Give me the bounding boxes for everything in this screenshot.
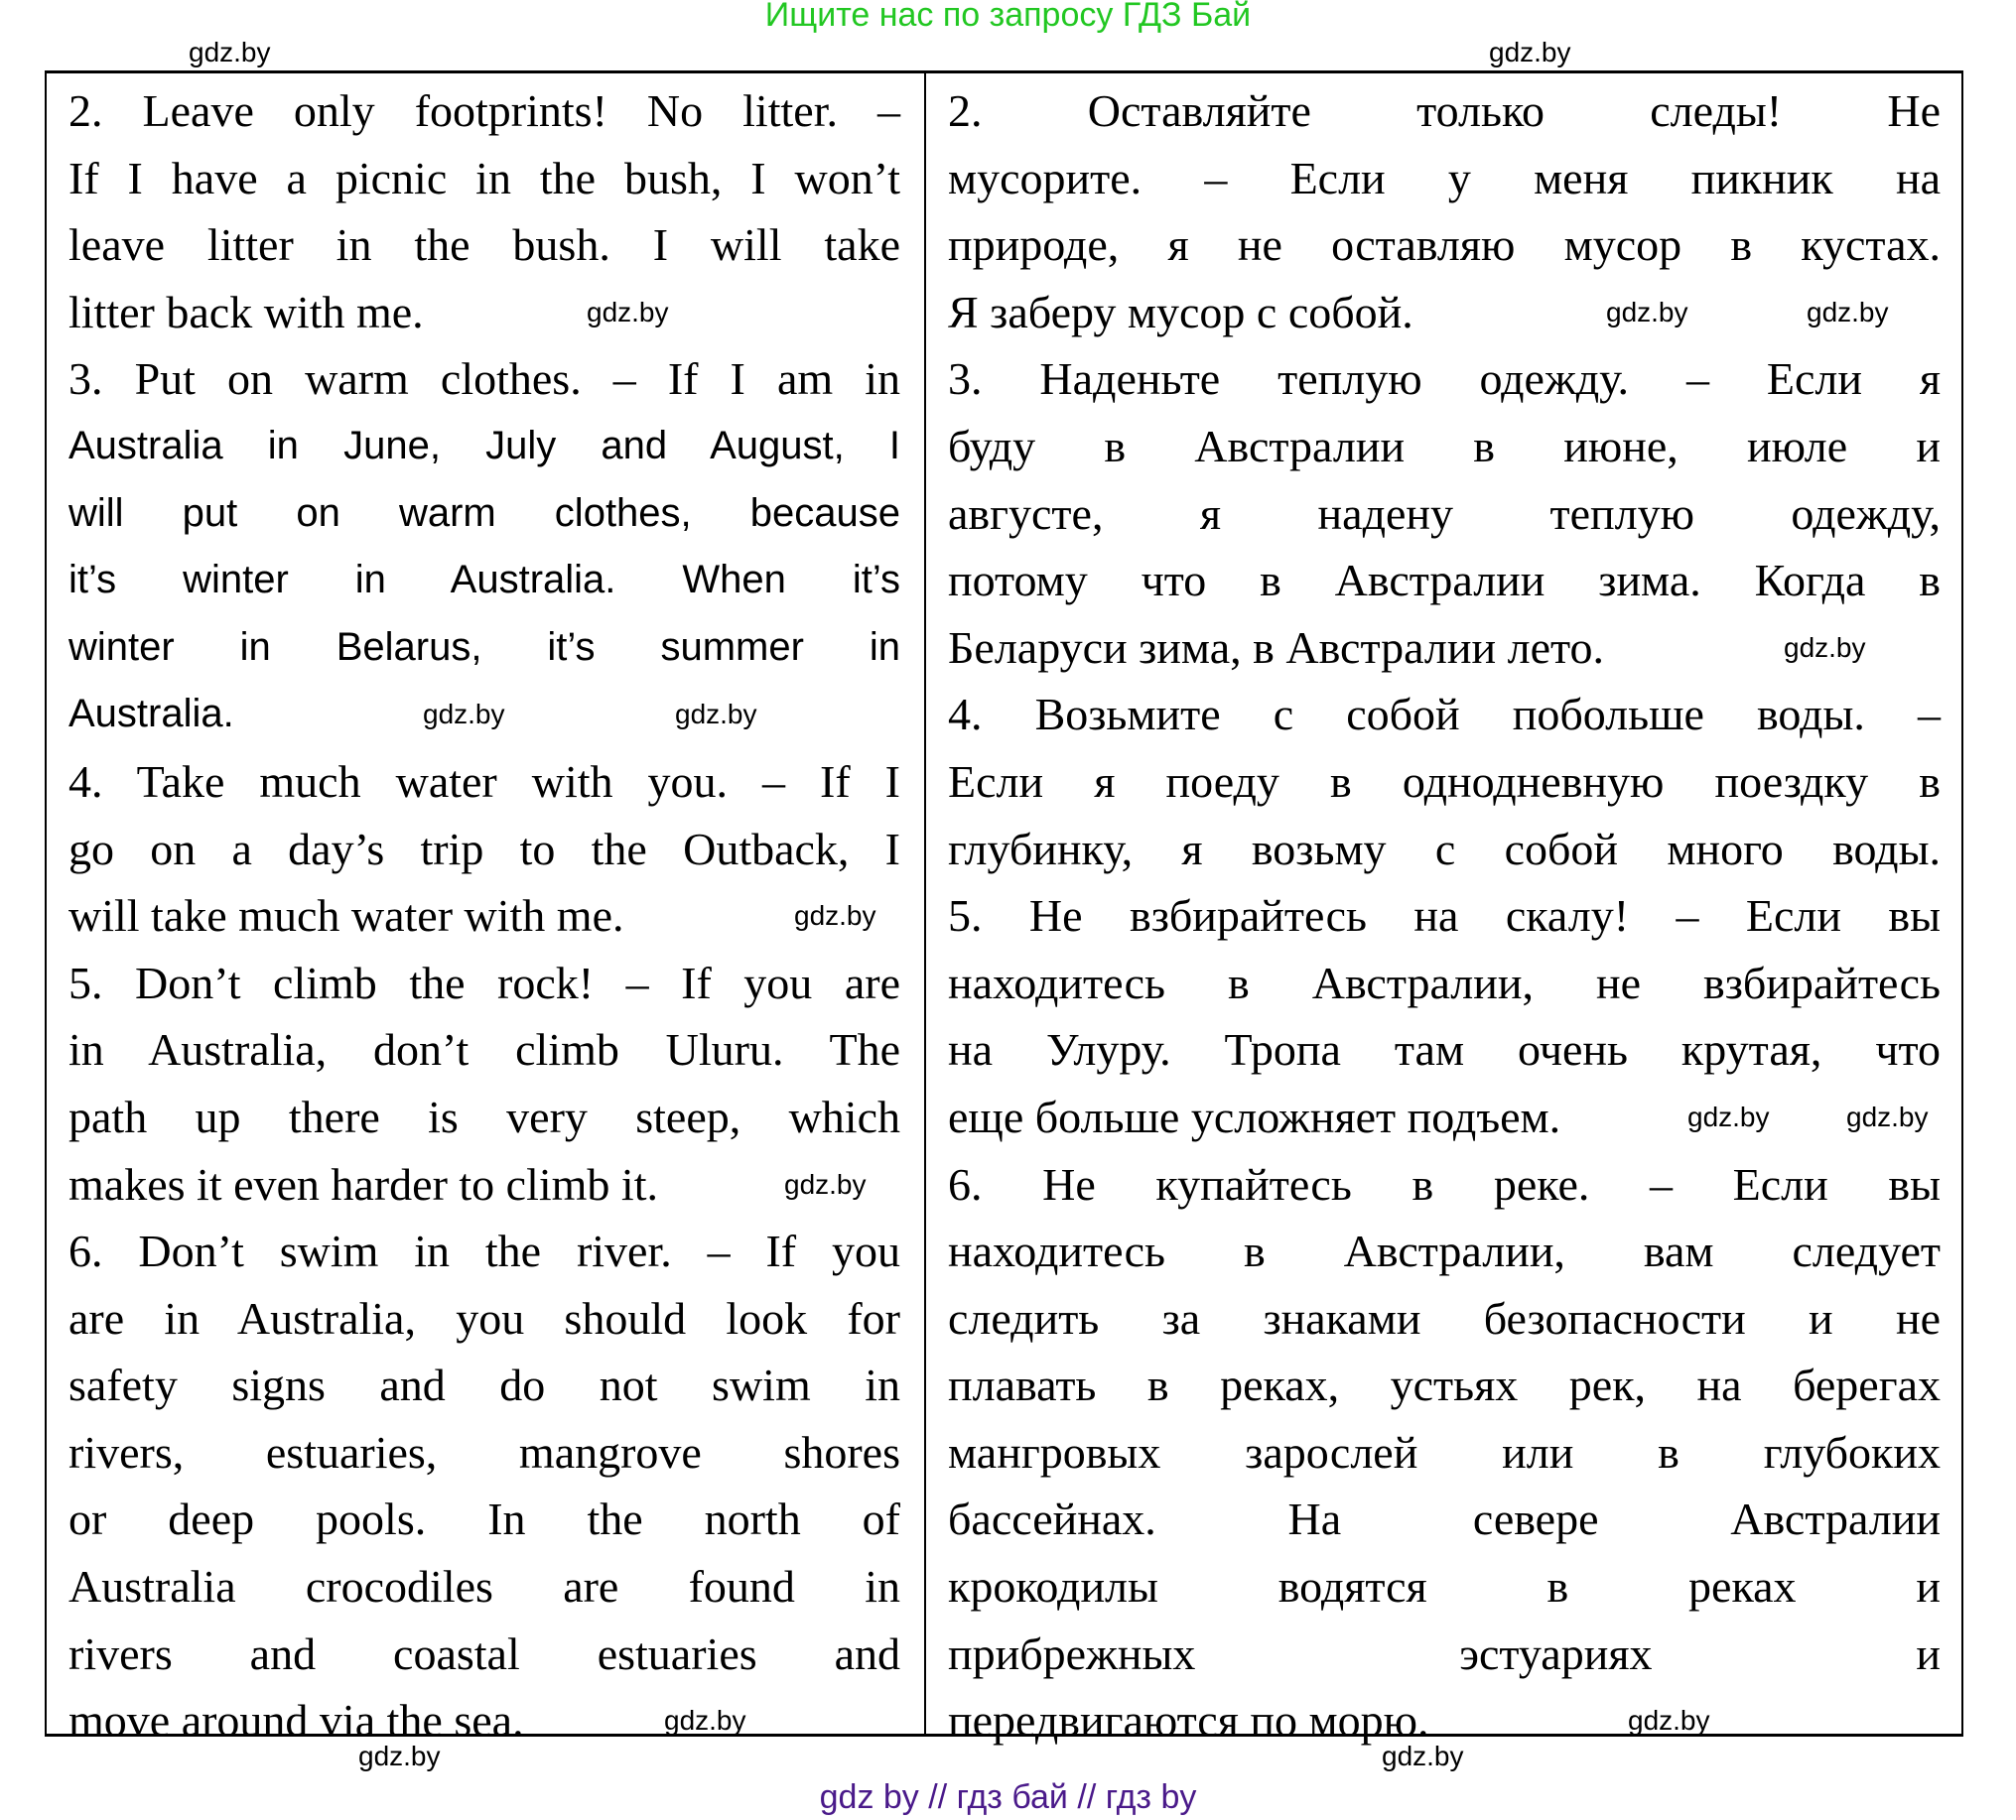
english-text-line: will put on warm clothes, because bbox=[68, 490, 900, 535]
english-text-line: it’s winter in Australia. When it’s bbox=[68, 558, 900, 602]
english-text-line: winter in Belarus, it’s summer in bbox=[68, 624, 900, 669]
watermark: gdz.by bbox=[1628, 1705, 1710, 1736]
russian-text-line: крокодилы водятся в реках и bbox=[948, 1561, 1941, 1613]
english-text-line: path up there is very steep, which bbox=[68, 1091, 900, 1142]
english-text-line: 3. Put on warm clothes. – If I am in bbox=[68, 353, 900, 405]
russian-column bbox=[948, 77, 1941, 1755]
russian-text-line: потому что в Австралии зима. Когда в bbox=[948, 555, 1941, 606]
english-text-line: safety signs and do not swim in bbox=[68, 1360, 900, 1411]
watermark: gdz.by bbox=[423, 699, 505, 729]
russian-text-line: Если я поеду в однодневную поездку в bbox=[948, 755, 1941, 807]
english-column bbox=[68, 77, 900, 1755]
english-text-line: Australia crocodiles are found in bbox=[68, 1561, 900, 1613]
russian-text-line: плавать в реках, устьях рек, на берегах bbox=[948, 1360, 1941, 1411]
russian-text-line: следить за знаками безопасности и не bbox=[948, 1292, 1941, 1344]
column-divider bbox=[924, 73, 926, 1734]
english-text-line: rivers and coastal estuaries and bbox=[68, 1627, 900, 1679]
search-hint-banner: Ищите нас по запросу ГДЗ Бай bbox=[764, 0, 1252, 34]
watermark: gdz.by bbox=[1382, 1741, 1464, 1771]
russian-text-line: 4. Возьмите с собой побольше воды. – bbox=[948, 689, 1941, 740]
russian-text-line: глубинку, я возьму с собой много воды. bbox=[948, 823, 1941, 874]
watermark: gdz.by bbox=[587, 297, 669, 327]
english-text-line: in Australia, don’t climb Uluru. The bbox=[68, 1024, 900, 1076]
russian-text-line: 3. Наденьте теплую одежду. – Если я bbox=[948, 353, 1941, 405]
watermark: gdz.by bbox=[358, 1741, 441, 1771]
russian-text-line: Беларуси зима, в Австралии лето. bbox=[948, 621, 1604, 673]
russian-text-line: Я заберу мусор с собой. bbox=[948, 286, 1413, 337]
english-text-line: Australia. bbox=[68, 692, 234, 736]
watermark: gdz.by bbox=[1784, 632, 1866, 663]
watermark: gdz.by bbox=[1489, 37, 1571, 67]
russian-text-line: бассейнах. На севере Австралии bbox=[948, 1494, 1941, 1545]
site-footer: gdz by // гдз бай // гдз by bbox=[819, 1778, 1197, 1816]
watermark: gdz.by bbox=[664, 1705, 746, 1736]
watermark: gdz.by bbox=[1846, 1102, 1929, 1132]
english-text-line: 6. Don’t swim in the river. – If you bbox=[68, 1226, 900, 1277]
english-text-line: leave litter in the bush. I will take bbox=[68, 219, 900, 271]
english-text-line: 2. Leave only footprints! No litter. – bbox=[68, 85, 900, 136]
english-text-line: 5. Don’t climb the rock! – If you are bbox=[68, 957, 900, 1008]
russian-text-line: прибрежных эстуариях и bbox=[948, 1627, 1941, 1679]
english-text-line: are in Australia, you should look for bbox=[68, 1292, 900, 1344]
english-text-line: move around via the sea. bbox=[68, 1695, 524, 1747]
english-text-line: or deep pools. In the north of bbox=[68, 1494, 900, 1545]
russian-text-line: 5. Не взбирайтесь на скалу! – Если вы bbox=[948, 890, 1941, 942]
watermark: gdz.by bbox=[1606, 297, 1688, 327]
russian-text-line: буду в Австралии в июне, июле и bbox=[948, 420, 1941, 471]
russian-text-line: еще больше усложняет подъем. bbox=[948, 1091, 1561, 1142]
russian-text-line: находитесь в Австралии, вам следует bbox=[948, 1226, 1941, 1277]
russian-text-line: 6. Не купайтесь в реке. – Если вы bbox=[948, 1158, 1941, 1210]
english-text-line: If I have a picnic in the bush, I won’t bbox=[68, 152, 900, 203]
russian-text-line: находитесь в Австралии, не взбирайтесь bbox=[948, 957, 1941, 1008]
english-text-line: 4. Take much water with you. – If I bbox=[68, 755, 900, 807]
russian-text-line: мусорите. – Если у меня пикник на bbox=[948, 152, 1941, 203]
english-text-line: makes it even harder to climb it. bbox=[68, 1158, 658, 1210]
english-text-line: will take much water with me. bbox=[68, 890, 624, 942]
watermark: gdz.by bbox=[1687, 1102, 1770, 1132]
russian-text-line: августе, я надену теплую одежду, bbox=[948, 487, 1941, 539]
watermark: gdz.by bbox=[675, 699, 757, 729]
russian-text-line: передвигаются по морю. bbox=[948, 1695, 1429, 1747]
english-text-line: rivers, estuaries, mangrove shores bbox=[68, 1426, 900, 1478]
russian-text-line: мангровых зарослей или в глубоких bbox=[948, 1426, 1941, 1478]
english-text-line: Australia in June, July and August, I bbox=[68, 423, 900, 467]
russian-text-line: на Улуру. Тропа там очень крутая, что bbox=[948, 1024, 1941, 1076]
watermark: gdz.by bbox=[189, 37, 271, 67]
english-text-line: go on a day’s trip to the Outback, I bbox=[68, 823, 900, 874]
english-text-line: litter back with me. bbox=[68, 286, 424, 337]
watermark: gdz.by bbox=[794, 900, 876, 931]
watermark: gdz.by bbox=[784, 1169, 867, 1200]
russian-text-line: 2. Оставляйте только следы! Не bbox=[948, 85, 1941, 136]
watermark: gdz.by bbox=[1807, 297, 1889, 327]
russian-text-line: природе, я не оставляю мусор в кустах. bbox=[948, 219, 1941, 271]
